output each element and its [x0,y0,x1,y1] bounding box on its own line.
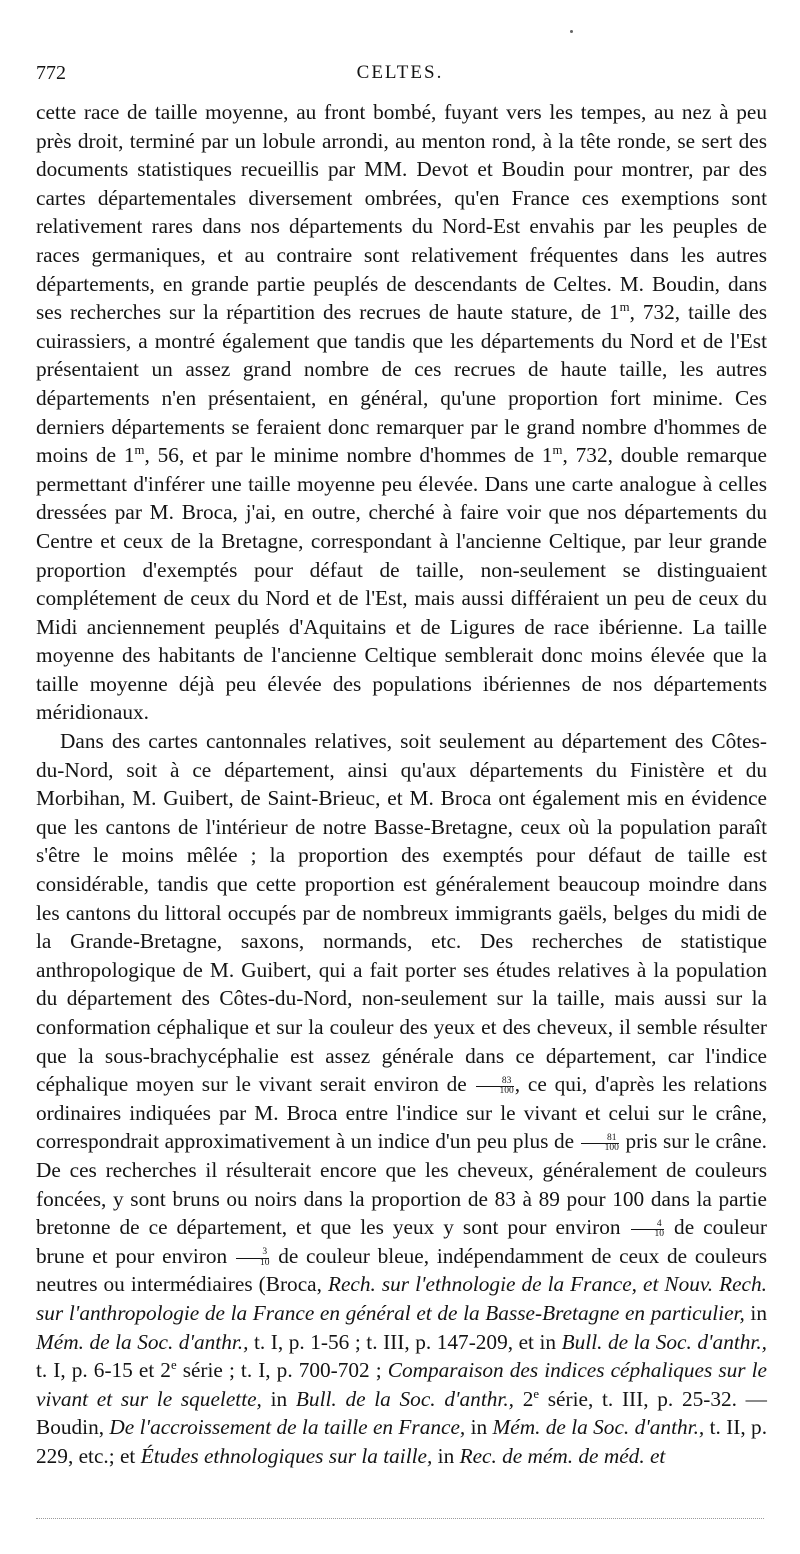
p2-text-a: Dans des cartes cantonnales relatives, soit seulement au département des Côtes-du-Nord, soit à ce département, ainsi qu'aux départements du Finistère et du Morbihan, M. Guibert, de Saint-Brieuc, et M. Broca ont également mis en évidence que les cantons de l'intérieur de notre Basse-Bretagne, ceux où la population paraît s'être le moins mêlée ; la proportion des exemptés pour défaut de taille est considérable, tandis que cette proportion est généralement beaucoup moindre dans les cantons du littoral occupés par de nombreux immigrants gaëls, belges du midi de la Grande-Bretagne, saxons, normands, etc. Des recherches de statistique anthropologique de M. Guibert, qui a fait porter ses études relatives à la population du département des Côtes-du-Nord, non-seulement sur la taille, mais aussi sur la conformation céphalique et sur la couleur des yeux et des cheveux, il semble résulter que la sous-brachycéphalie est assez générale dans ce département, car l'indice céphalique moyen sur le vivant serait environ de [36,729,767,1097]
p2-text-e: de couleur bleue, indépendamment de ceux de couleurs neutres ou intermédiaires (Broca, [36,1243,768,1297]
bottom-dotted-rule [36,1518,764,1519]
meter-superscript: m [134,443,145,458]
p2-text-l: in [470,1415,488,1440]
page-number: 772 [36,62,66,84]
p2-text-k: 2 [522,1386,534,1411]
p2-text-b: , ce qui, d'après les relations ordinaires indiquées par M. Broca entre l'indice sur le vivant et celui sur le crâne, correspondrait approximativement à un indice d'un peu plus de [36,1072,767,1154]
p2-text-h2: série ; t. I, p. 700-702 ; [182,1358,382,1383]
p2-text-d: de couleur brune et pour environ [36,1215,768,1268]
p1-text-a: cette race de taille moyenne, au front bombé, fuyant vers les tempes, au nez à peu près droit, terminé par un lobule arrondi, au menton rond, à la tête ronde, se sert des documents statistiques recueillis par MM. Devot et Boudin pour montrer, par des cartes départementales diversement ombrées, qu'en France ces exemptions sont relativement rares dans nos départements du Nord-Est envahis par les peuples de races germaniques, et au contraire sont relativement fréquentes dans les autres départements, en grande partie peuplés de descendants de Celtes. M. Boudin, dans ses recherches sur la répartition des recrues de haute stature, de 1 [36,100,767,325]
p2-text-f: in [750,1300,767,1325]
citation-title: Rech. sur l'ethnologie de la France, et Nouv. Rech. sur l'anthropologie de la France en général et de la Basse-Bretagne en particulier, [36,1272,767,1325]
series-superscript: e [533,1386,540,1401]
fraction-81-100: $\frac{81}{100}$ [581,1134,619,1154]
citation-journal: Mém. de la Soc. d'anthr., [492,1415,705,1440]
fraction-3-10: $\frac{3}{10}$ [236,1248,270,1268]
meter-superscript: m [552,443,563,458]
p2-text-m: t. II, p. 229, etc.; et [36,1415,768,1468]
paragraph-2 [36,727,767,1470]
p2-text-n: in [437,1443,455,1468]
meter-superscript: m [619,300,630,315]
fraction-4-10: $\frac{4}{10}$ [631,1220,665,1240]
paragraph-1 [36,98,767,727]
page-header [36,62,764,92]
running-title: CELTES. [356,62,444,83]
p1-text-b: , 732, taille des cuirassiers, a montré également que tandis que les départements du Nord et de l'Est présentaient un assez grand nombre de ces recrues de haute taille, les autres départements n'en présentaient, en général, qu'une proportion fort minime. Ces derniers départements se feraient donc remarquer par le grand nombre d'hommes de moins de 1 [36,300,768,468]
citation-journal: Bull. de la Soc. d'anthr., [295,1386,514,1411]
p1-text-c: , 56, et par le minime nombre d'hommes de 1 [144,443,553,468]
p2-text-j: in [270,1386,288,1411]
series-superscript: e [170,1358,177,1373]
print-speck [570,30,573,33]
citation-title: Études ethnologiques sur la taille, [140,1443,433,1468]
citation-journal: Bull. de la Soc. d'anthr., [561,1329,767,1354]
p2-text-g: t. I, p. 1-56 ; t. III, p. 147-209, et in [254,1329,557,1354]
citation-journal: Mém. de la Soc. d'anthr., [36,1329,249,1354]
p2-text-k2: série, t. III, p. 25-32. — Boudin, [36,1386,767,1440]
body-text [36,98,767,1471]
p2-text-h: t. I, p. 6-15 et 2 [36,1358,171,1383]
p1-text-d: , 732, double remarque permettant d'inférer une taille moyenne peu élevée. Dans une carte analogue à celles dressées par M. Broca, j'ai, en outre, cherché à faire voir que nos départements du Centre et ceux de la Bretagne, correspondant à l'ancienne Celtique, par leur grande proportion d'exemptés pour défaut de taille, non-seulement se distinguaient complétement de ceux du Nord et de l'Est, mais aussi différaient un peu de ceux du Midi anciennement peuplés d'Aquitains et de Ligures de race ibérienne. La taille moyenne des habitants de l'ancienne Celtique semblerait donc moins élevée que la taille moyenne déjà peu élevée des populations ibériennes de nos départements méridionaux. [36,443,768,725]
citation-title: De l'accroissement de la taille en France, [109,1415,466,1440]
p2-text-c: pris sur le crâne. De ces recherches il résulterait encore que les cheveux, généralement de couleurs foncées, y sont bruns ou noirs dans la proportion de 83 à 89 pour 100 dans la partie bretonne de ce département, et que les yeux y sont pour environ [36,1129,767,1240]
fraction-83-100: $\frac{83}{100}$ [476,1077,514,1097]
citation-journal: Rec. de mém. de méd. et [459,1443,666,1468]
citation-title: Comparaison des indices céphaliques sur le vivant et sur le squelette, [36,1358,767,1411]
